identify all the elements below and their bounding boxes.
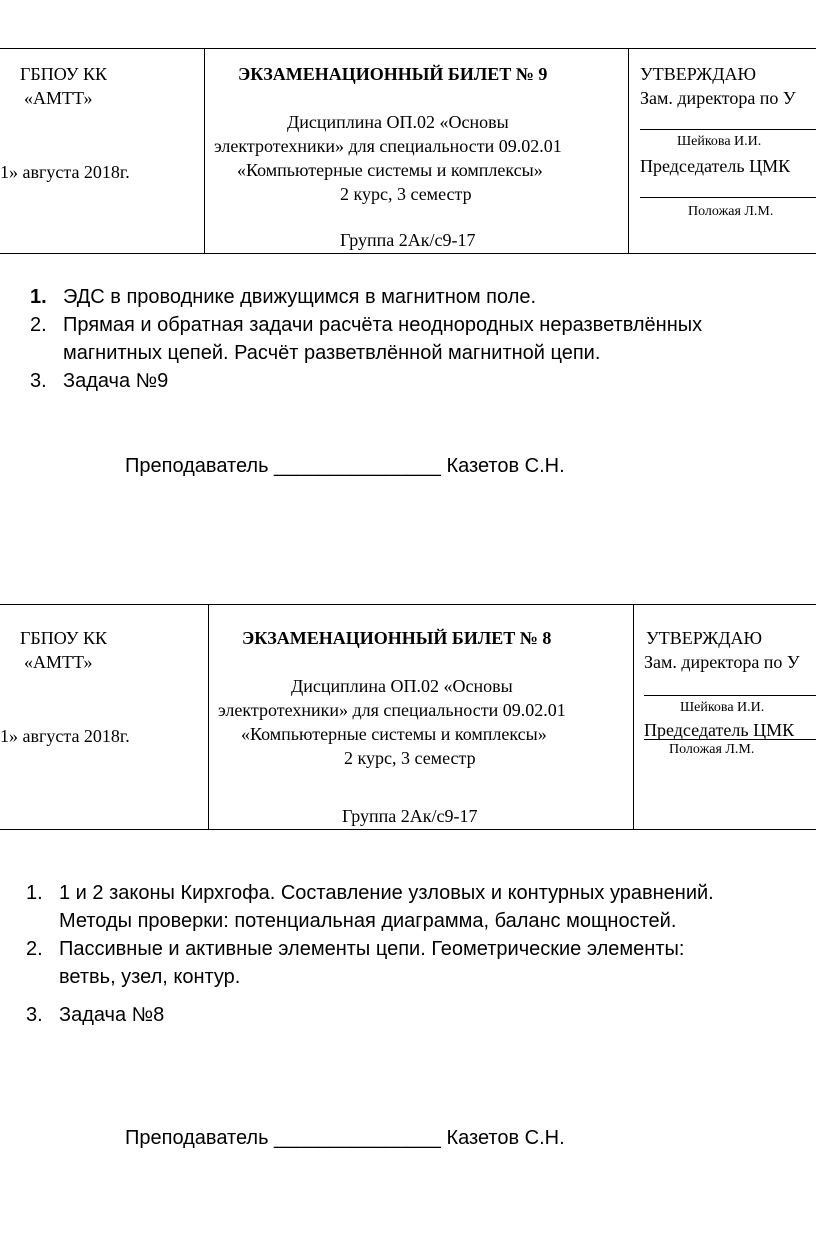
chair-name: Положая Л.М. <box>669 742 755 757</box>
approve-label: УТВЕРЖДАЮ <box>640 64 757 84</box>
column-divider <box>208 605 209 829</box>
item-number: 2. <box>30 314 47 336</box>
ticket-header-2 <box>0 604 816 830</box>
discipline-line: «Компьютерные системы и комплексы» <box>237 160 543 180</box>
signature-line <box>640 129 816 130</box>
deputy-director: Зам. директора по У <box>640 88 796 108</box>
list-item <box>26 1001 816 1029</box>
cmk-chair: Председатель ЦМК <box>640 156 791 176</box>
item-text: Прямая и обратная задачи расчёта неоднородных неразветвлённых <box>63 314 703 336</box>
org-name: ГБПОУ КК <box>20 628 107 648</box>
item-text: ветвь, узел, контур. <box>59 966 241 988</box>
course-semester: 2 курс, 3 семестр <box>340 184 472 204</box>
teacher-signature: Преподаватель _______________ Казетов С.Н. <box>125 1127 565 1149</box>
deputy-director: Зам. директора по У <box>644 652 800 672</box>
item-text: ЭДС в проводнике движущимся в магнитном поле. <box>63 286 537 308</box>
discipline-line: Дисциплина ОП.02 «Основы <box>287 112 509 132</box>
item-number: 1. <box>30 286 47 308</box>
list-item <box>30 311 810 367</box>
signature-line <box>644 739 816 740</box>
ticket-title: ЭКЗАМЕНАЦИОННЫЙ БИЛЕТ № 9 <box>238 64 548 84</box>
ticket-date: 1» августа 2018г. <box>0 162 130 182</box>
list-item <box>26 935 816 991</box>
list-item <box>30 283 810 311</box>
item-text: Задача №9 <box>63 370 169 392</box>
item-number: 2. <box>26 938 43 960</box>
group: Группа 2Ак/с9-17 <box>340 230 476 250</box>
discipline-line: электротехники» для специальности 09.02.01 <box>214 136 562 156</box>
org-name: ГБПОУ КК <box>20 64 107 84</box>
item-number: 3. <box>30 370 47 392</box>
ticket-title: ЭКЗАМЕНАЦИОННЫЙ БИЛЕТ № 8 <box>242 628 552 648</box>
deputy-name: Шейкова И.И. <box>680 700 765 715</box>
column-divider <box>628 49 629 253</box>
item-text: 1 и 2 законы Кирхгофа. Составление узловых и контурных уравнений. <box>59 882 714 904</box>
item-text: Методы проверки: потенциальная диаграмма, баланс мощностей. <box>59 910 677 932</box>
item-text: магнитных цепей. Расчёт разветвлённой магнитной цепи. <box>63 342 601 364</box>
item-text: Пассивные и активные элементы цепи. Геометрические элементы: <box>59 938 685 960</box>
item-number: 3. <box>26 1004 43 1026</box>
list-item <box>30 367 810 395</box>
ticket-date: 1» августа 2018г. <box>0 726 130 746</box>
discipline-line: «Компьютерные системы и комплексы» <box>241 724 547 744</box>
question-list <box>26 879 816 1029</box>
ticket-header-1 <box>0 48 816 254</box>
org-abbrev: «АМТТ» <box>24 652 93 672</box>
item-text: Задача №8 <box>59 1004 165 1026</box>
signature-line <box>640 197 816 198</box>
signature-line <box>644 695 816 696</box>
list-item <box>26 879 816 935</box>
item-number: 1. <box>26 882 43 904</box>
question-list <box>30 283 810 395</box>
column-divider <box>204 49 205 253</box>
org-abbrev: «АМТТ» <box>24 88 93 108</box>
teacher-signature: Преподаватель _______________ Казетов С.Н. <box>125 455 565 477</box>
course-semester: 2 курс, 3 семестр <box>344 748 476 768</box>
discipline-line: Дисциплина ОП.02 «Основы <box>291 676 513 696</box>
chair-name: Положая Л.М. <box>688 204 774 219</box>
approve-label: УТВЕРЖДАЮ <box>646 628 763 648</box>
column-divider <box>633 605 634 829</box>
deputy-name: Шейкова И.И. <box>677 134 762 149</box>
discipline-line: электротехники» для специальности 09.02.01 <box>218 700 566 720</box>
cmk-chair: Председатель ЦМК <box>644 720 795 740</box>
group: Группа 2Ак/с9-17 <box>342 806 478 826</box>
